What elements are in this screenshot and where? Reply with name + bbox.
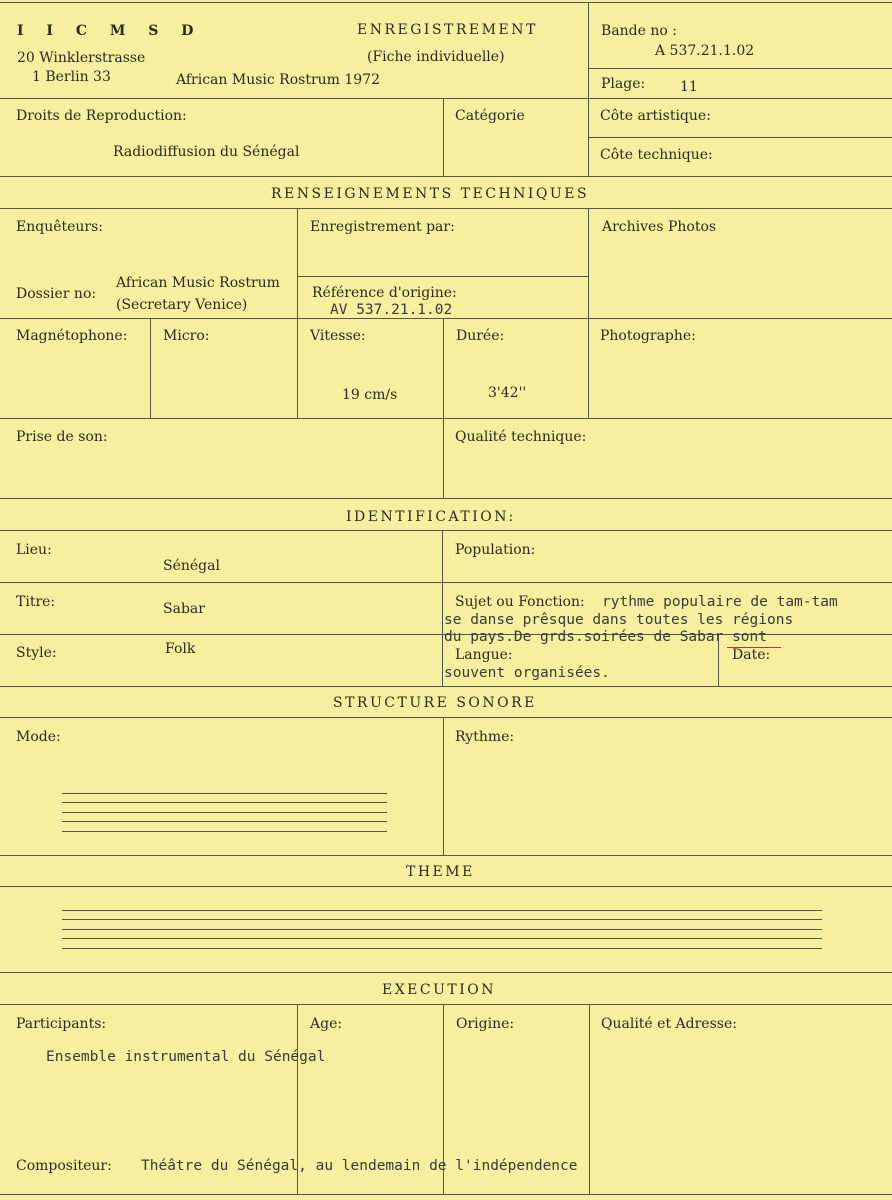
droits-value: Radiodiffusion du Sénégal — [113, 144, 300, 160]
dossier-value-2: (Secretary Venice) — [116, 297, 248, 313]
population-label: Population: — [455, 542, 536, 558]
section-heading-technique: RENSEIGNEMENTS TECHNIQUES — [271, 186, 590, 202]
prise-de-son-label: Prise de son: — [16, 429, 108, 445]
enregistrement-par-label: Enregistrement par: — [310, 219, 455, 235]
dossier-label: Dossier no: — [16, 286, 97, 302]
langue-label: Langue: — [455, 647, 513, 663]
plage-label: Plage: — [601, 76, 646, 92]
vitesse-label: Vitesse: — [310, 328, 366, 344]
form-subtitle: (Fiche individuelle) — [367, 49, 505, 65]
titre-value: Sabar — [163, 601, 205, 617]
reference-label: Référence d'origine: — [312, 285, 457, 301]
mode-label: Mode: — [16, 729, 61, 745]
qualite-technique-label: Qualité technique: — [455, 429, 587, 445]
cote-artistique-label: Côte artistique: — [600, 108, 711, 124]
participants-label: Participants: — [16, 1016, 107, 1032]
compositeur-label: Compositeur: — [16, 1158, 112, 1174]
bande-label: Bande no : — [601, 23, 677, 39]
institute-logo: I I C M S D — [17, 23, 203, 39]
reference-value: AV 537.21.1.02 — [330, 302, 453, 318]
duree-value: 3'42'' — [488, 385, 527, 401]
vitesse-value: 19 cm/s — [342, 387, 398, 403]
participants-value: Ensemble instrumental du Sénégal — [46, 1049, 326, 1065]
sujet-line-1: rythme populaire de tam-tam — [602, 594, 838, 610]
style-value: Folk — [165, 641, 196, 657]
sujet-line-2: se danse prêsque dans toutes les régions — [444, 612, 794, 628]
address-line-2: 1 Berlin 33 — [32, 69, 111, 85]
micro-label: Micro: — [163, 328, 210, 344]
address-line-1: 20 Winklerstrasse — [17, 50, 146, 66]
titre-label: Titre: — [16, 594, 56, 610]
magnetophone-label: Magnétophone: — [16, 328, 128, 344]
cote-technique-label: Côte technique: — [600, 147, 713, 163]
sujet-line-3: du pays.De grds.soirées de Sabar sont — [444, 629, 768, 645]
rythme-label: Rythme: — [455, 729, 515, 745]
event-name: African Music Rostrum 1972 — [176, 72, 381, 88]
enqueteurs-label: Enquêteurs: — [16, 219, 104, 235]
age-label: Age: — [310, 1016, 343, 1032]
sujet-line-4: souvent organisées. — [444, 665, 610, 681]
categorie-label: Catégorie — [455, 108, 525, 124]
compositeur-value: Théâtre du Sénégal, au lendemain de l'indépendence — [141, 1158, 578, 1174]
section-heading-execution: EXECUTION — [382, 982, 497, 998]
sujet-label: Sujet ou Fonction: — [455, 594, 585, 610]
section-heading-theme: THEME — [406, 864, 475, 880]
date-label: Date: — [732, 647, 771, 663]
lieu-label: Lieu: — [16, 542, 52, 558]
lieu-value: Sénégal — [163, 558, 220, 574]
section-heading-structure: STRUCTURE SONORE — [333, 695, 537, 711]
dossier-value-1: African Music Rostrum — [116, 275, 280, 291]
qualite-adresse-label: Qualité et Adresse: — [601, 1016, 737, 1032]
style-label: Style: — [16, 645, 57, 661]
droits-label: Droits de Reproduction: — [16, 108, 187, 124]
form-title: ENREGISTREMENT — [357, 22, 538, 38]
plage-value: 11 — [680, 79, 698, 95]
duree-label: Durée: — [456, 328, 505, 344]
archives-photos-label: Archives Photos — [602, 219, 717, 235]
photographe-label: Photographe: — [600, 328, 696, 344]
origine-label: Origine: — [456, 1016, 515, 1032]
bande-value: A 537.21.1.02 — [655, 43, 755, 59]
section-heading-identification: IDENTIFICATION: — [346, 509, 516, 525]
